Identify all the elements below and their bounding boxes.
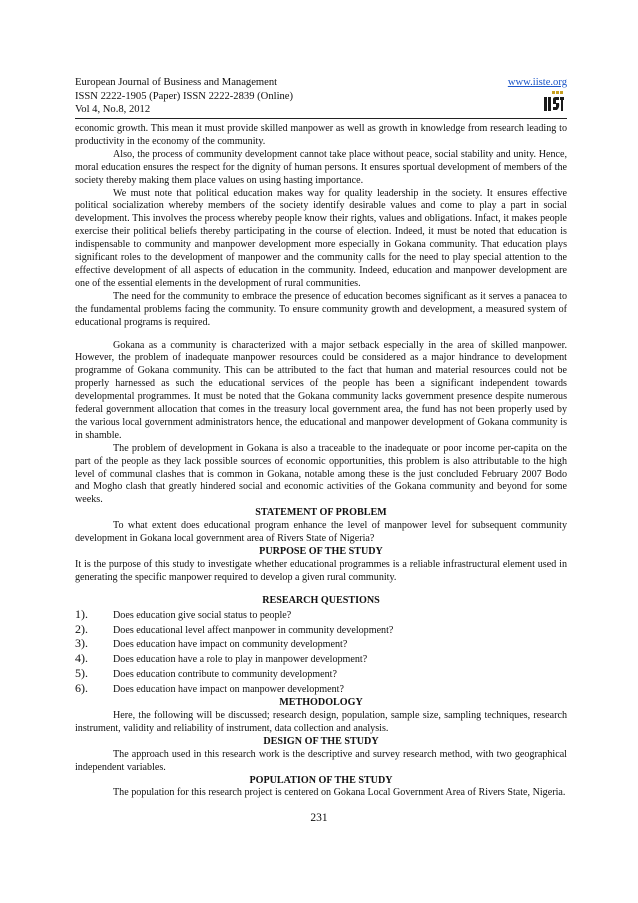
- body-paragraph: economic growth. This mean it must provide skilled manpower as well as growth in knowledge from research leading to productivity in the economy of the community.: [75, 123, 567, 147]
- design-text: The approach used in this research work is the descriptive and survey research method, with two geographical independent variables.: [75, 748, 567, 773]
- question-text: Does educational level affect manpower in community development?: [113, 624, 394, 636]
- page-number: 231: [310, 812, 328, 824]
- iiste-logo-icon: [543, 91, 565, 113]
- section-heading-population: POPULATION OF THE STUDY: [249, 774, 393, 786]
- list-item: [75, 652, 567, 667]
- methodology-text: Here, the following will be discussed; research design, population, sample size, sampling techniques, research instrument, validity and reliability of instrument, data collection and analysis.: [75, 709, 567, 734]
- list-item: [75, 682, 567, 697]
- section-heading-purpose: PURPOSE OF THE STUDY: [259, 546, 383, 557]
- section-heading-design: DESIGN OF THE STUDY: [263, 735, 379, 747]
- body-paragraph: Gokana as a community is characterized with a major setback especially in the area of skilled manpower. However, the problem of inadequate manpower resources could be considered as a major hindrance to development programme of Gokana community. This can be attributed to the fact that human and material resources could not be properly harnessed as such the educational services of the people has been a significant independent towards developmental programmes. It must be noted that the Gokana community lacks government presence despite numerous federal government allocation that comes in the treasury local government area, the fund has not been properly used by the various local government administrators hence, the educational and manpower development of Gokana community is in shamble.: [75, 339, 567, 441]
- section-heading-methodology: METHODOLOGY: [279, 697, 363, 709]
- journal-volume: Vol 4, No.8, 2012: [75, 104, 151, 116]
- section-heading-research-questions: RESEARCH QUESTIONS: [262, 594, 380, 606]
- question-text: Does education have impact on manpower development?: [113, 684, 344, 696]
- question-number: 3).: [75, 636, 88, 651]
- journal-header: [75, 76, 567, 117]
- question-text: Does education have impact on community development?: [113, 639, 348, 651]
- purpose-text: It is the purpose of this study to investigate whether educational programmes is a reliable infrastructural element used in generating the specific manpower required to develop a given rural community.: [75, 558, 567, 583]
- list-item: [75, 667, 567, 682]
- article-body: [75, 123, 567, 800]
- question-number: 1).: [75, 606, 88, 621]
- statement-text: To what extent does educational program enhance the level of manpower level for subsequent community development in Gokana local government area of Rivers State of Nigeria?: [75, 520, 567, 545]
- body-paragraph: We must note that political education makes way for quality leadership in the society. It ensures effective political socialization whereby members of the society identify desirable values and come to play a part in social development. This involves the process whereby people know their rights, values and obligations. Infact, it makes people exercise their political beliefs thereby participating in the course of election. Indeed, it must be noted that education is indispensable to community and manpower development more especially in Gokana community. That education plays significant roles to the development of manpower and the community calls for the need to play special attention to the effective development of all aspects of education in the community. Indeed, education and manpower development are one of the essential elements in the development of rural communities.: [75, 187, 567, 289]
- journal-issn: ISSN 2222-1905 (Paper) ISSN 2222-2839 (Online): [75, 90, 294, 102]
- question-number: 5).: [75, 666, 88, 681]
- header-rule: [75, 118, 567, 119]
- list-item: [75, 623, 567, 638]
- population-text: The population for this research project is centered on Gokana Local Government Area of Rivers State, Nigeria.: [113, 787, 566, 799]
- body-paragraph: The problem of development in Gokana is also a traceable to the inadequate or poor income per-capita on the part of the people as they lack possible sources of economic opportunities, this problem is also attributable to the high level of communal clashes that is common in Gokana, notable among these is the just concluded February 2007 Bodo and Mogho clash that greatly hindered social and economic activities of the Gokana community and beyond for some weeks.: [75, 442, 567, 506]
- question-text: Does education contribute to community development?: [113, 669, 337, 681]
- question-number: 2).: [75, 621, 88, 636]
- journal-name: European Journal of Business and Management: [75, 77, 278, 88]
- body-paragraph: Also, the process of community development cannot take place without peace, social stability and unity. Hence, moral education ensures the respect for the dignity of human persons. It ensures sportual development of members of the society thereby making them place values on using hasting importance.: [75, 148, 567, 186]
- list-item: [75, 608, 567, 623]
- question-text: Does education give social status to people?: [113, 609, 292, 621]
- question-number: 4).: [75, 651, 88, 666]
- research-questions-list: [75, 608, 567, 697]
- list-item: [75, 637, 567, 652]
- question-text: Does education have a role to play in manpower development?: [113, 654, 368, 666]
- section-heading-statement: STATEMENT OF PROBLEM: [255, 507, 387, 519]
- journal-url-link[interactable]: www.iiste.org: [507, 77, 567, 88]
- question-number: 6).: [75, 681, 88, 696]
- body-paragraph: The need for the community to embrace the presence of education becomes significant as it serves a panacea to the fundamental problems facing the community. To ensure community growth and development, a measured system of educational programs is required.: [75, 290, 567, 328]
